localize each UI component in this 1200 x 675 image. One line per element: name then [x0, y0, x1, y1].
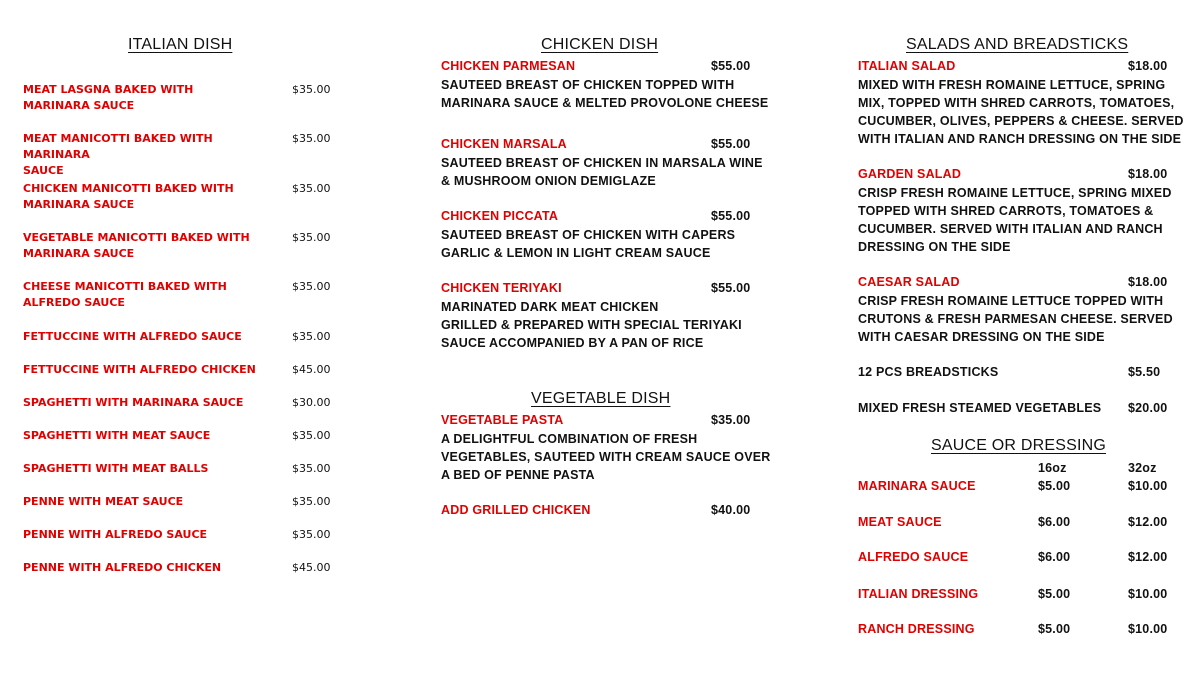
- item-description: SAUTEED BREAST OF CHICKEN IN MARSALA WINE & MUSHROOM ONION DEMIGLAZE: [441, 156, 763, 188]
- item-price: $55.00: [711, 281, 751, 295]
- sauce-row: [858, 550, 1178, 568]
- italian-dish-heading: ITALIAN DISH: [128, 36, 233, 53]
- price-32oz: $10.00: [1128, 479, 1168, 493]
- sauce-name: ALFREDO SAUCE: [858, 550, 969, 564]
- item-name: FETTUCCINE WITH ALFREDO CHICKEN: [23, 363, 256, 376]
- item-price: $55.00: [711, 59, 751, 73]
- sauce-row: [858, 515, 1178, 533]
- item-price: $18.00: [1128, 167, 1168, 181]
- item-description: MIXED WITH FRESH ROMAINE LETTUCE, SPRING MIX, TOPPED WITH SHRED CARROTS, TOMATOES, CUCUMBER, OLIVES, PEPPERS & CHEESE. SERVED WITH ITALIAN AND RANCH DRESSING ON THE SIDE: [858, 78, 1184, 146]
- item-name: SPAGHETTI WITH MARINARA SAUCE: [23, 396, 244, 409]
- item-price: $55.00: [711, 137, 751, 151]
- item-description: MARINATED DARK MEAT CHICKEN GRILLED & PREPARED WITH SPECIAL TERIYAKI SAUCE ACCOMPANIED BY A PAN OF RICE: [441, 300, 742, 350]
- price-16oz: $5.00: [1038, 622, 1071, 636]
- item-price: $35.00: [292, 429, 331, 442]
- item-price: $35.00: [292, 330, 331, 343]
- item-price: $45.00: [292, 561, 331, 574]
- item-name: CHICKEN TERIYAKI: [441, 281, 562, 295]
- item-description: SAUTEED BREAST OF CHICKEN WITH CAPERS GARLIC & LEMON IN LIGHT CREAM SAUCE: [441, 228, 736, 260]
- item-name: ITALIAN SALAD: [858, 59, 956, 73]
- item-price: $18.00: [1128, 59, 1168, 73]
- item-name: CHICKEN PARMESAN: [441, 59, 576, 73]
- item-name: PENNE WITH ALFREDO SAUCE: [23, 528, 208, 541]
- item-name: CHICKEN PICCATA: [441, 209, 559, 223]
- price-16oz: $5.00: [1038, 479, 1071, 493]
- vegetable-dish-heading: VEGETABLE DISH: [531, 390, 671, 407]
- item-price: $18.00: [1128, 275, 1168, 289]
- price-32oz: $10.00: [1128, 587, 1168, 601]
- item-price: $55.00: [711, 209, 751, 223]
- item-name: ADD GRILLED CHICKEN: [441, 503, 591, 517]
- item-description: A DELIGHTFUL COMBINATION OF FRESH VEGETABLES, SAUTEED WITH CREAM SAUCE OVER A BED OF PENNE PASTA: [441, 432, 771, 482]
- item-price: $30.00: [292, 396, 331, 409]
- item-price: $5.50: [1128, 365, 1161, 379]
- item-name: CHICKEN MARSALA: [441, 137, 567, 151]
- item-price: $40.00: [711, 503, 751, 517]
- price-32oz: $12.00: [1128, 515, 1168, 529]
- item-name: VEGETABLE PASTA: [441, 413, 564, 427]
- item-name: SPAGHETTI WITH MEAT BALLS: [23, 462, 209, 475]
- item-price: $35.00: [711, 413, 751, 427]
- price-32oz: $12.00: [1128, 550, 1168, 564]
- salads-heading: SALADS AND BREADSTICKS: [906, 36, 1129, 53]
- item-name: CAESAR SALAD: [858, 275, 960, 289]
- item-name: PENNE WITH ALFREDO CHICKEN: [23, 561, 222, 574]
- size-16oz-header: 16oz: [1038, 461, 1067, 475]
- item-price: $35.00: [292, 528, 331, 541]
- sauce-row: [858, 479, 1178, 497]
- item-price: $20.00: [1128, 401, 1168, 415]
- item-name: MIXED FRESH STEAMED VEGETABLES: [858, 401, 1102, 415]
- price-16oz: $5.00: [1038, 587, 1071, 601]
- item-name: CHICKEN MANICOTTI BAKED WITH MARINARA SAUCE: [23, 182, 234, 211]
- size-32oz-header: 32oz: [1128, 461, 1157, 475]
- item-description: SAUTEED BREAST OF CHICKEN TOPPED WITH MARINARA SAUCE & MELTED PROVOLONE CHEESE: [441, 78, 769, 110]
- sauce-row: [858, 587, 1178, 605]
- item-name: VEGETABLE MANICOTTI BAKED WITH MARINARA SAUCE: [23, 231, 250, 260]
- item-name: SPAGHETTI WITH MEAT SAUCE: [23, 429, 211, 442]
- item-description: CRISP FRESH ROMAINE LETTUCE TOPPED WITH CRUTONS & FRESH PARMESAN CHEESE. SERVED WITH CAESAR DRESSING ON THE SIDE: [858, 294, 1173, 344]
- sauce-dressing-heading: SAUCE OR DRESSING: [931, 437, 1106, 454]
- item-name: MEAT LASGNA BAKED WITH MARINARA SAUCE: [23, 83, 194, 112]
- item-price: $35.00: [292, 462, 331, 475]
- item-price: $35.00: [292, 182, 331, 195]
- sauce-row: [858, 622, 1178, 640]
- item-name: MEAT MANICOTTI BAKED WITH MARINARA SAUCE: [23, 132, 213, 177]
- chicken-dish-heading: CHICKEN DISH: [541, 36, 659, 53]
- sauce-name: MARINARA SAUCE: [858, 479, 976, 493]
- price-16oz: $6.00: [1038, 550, 1071, 564]
- item-price: $45.00: [292, 363, 331, 376]
- sauce-name: ITALIAN DRESSING: [858, 587, 979, 601]
- price-16oz: $6.00: [1038, 515, 1071, 529]
- item-name: CHEESE MANICOTTI BAKED WITH ALFREDO SAUCE: [23, 280, 227, 309]
- item-price: $35.00: [292, 231, 331, 244]
- item-name: PENNE WITH MEAT SAUCE: [23, 495, 184, 508]
- item-description: CRISP FRESH ROMAINE LETTUCE, SPRING MIXED TOPPED WITH SHRED CARROTS, TOMATOES & CUCUMBER. SERVED WITH ITALIAN AND RANCH DRESSING ON THE SIDE: [858, 186, 1172, 254]
- item-name: 12 PCS BREADSTICKS: [858, 365, 999, 379]
- item-name: FETTUCCINE WITH ALFREDO SAUCE: [23, 330, 242, 343]
- price-32oz: $10.00: [1128, 622, 1168, 636]
- sauce-name: RANCH DRESSING: [858, 622, 975, 636]
- sauce-name: MEAT SAUCE: [858, 515, 942, 529]
- item-price: $35.00: [292, 132, 331, 145]
- item-name: GARDEN SALAD: [858, 167, 962, 181]
- item-price: $35.00: [292, 83, 331, 96]
- item-price: $35.00: [292, 495, 331, 508]
- item-price: $35.00: [292, 280, 331, 293]
